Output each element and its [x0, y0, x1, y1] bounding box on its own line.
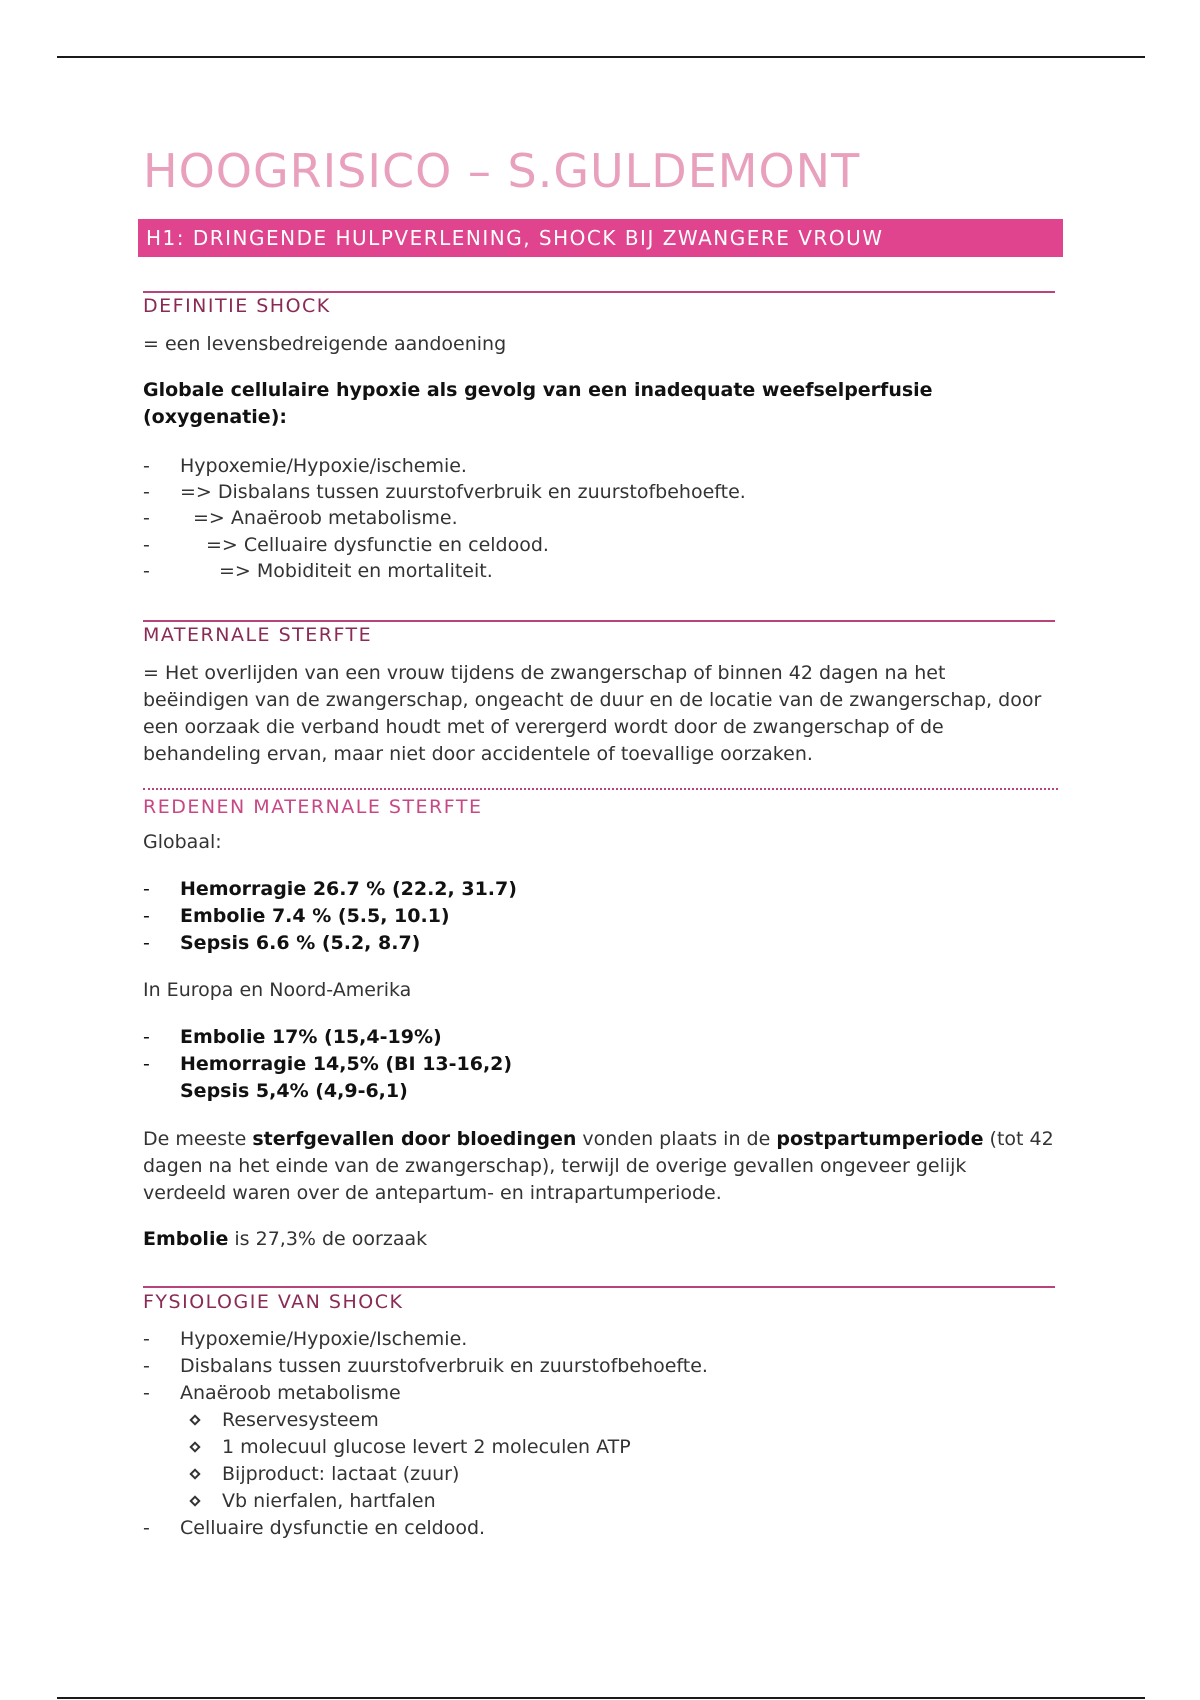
bullet-dash: -: [143, 560, 150, 582]
page-bottom-rule: [57, 1697, 1145, 1699]
chapter-banner: H1: DRINGENDE HULPVERLENING, SHOCK BIJ ZWANGERE VROUW: [138, 219, 1063, 257]
section-heading-definitie: DEFINITIE SHOCK: [143, 295, 331, 317]
bullet-dash: -: [143, 1053, 150, 1075]
diamond-bullet-icon: [189, 1414, 200, 1425]
bullet-dash: -: [143, 1026, 150, 1048]
redenen-global-label: Globaal:: [143, 831, 222, 853]
bullet-dash: -: [143, 1328, 150, 1350]
section-dotted-rule: [143, 788, 1058, 790]
bullet-dash: -: [143, 905, 150, 927]
bullet-dash: -: [143, 455, 150, 477]
bullet-dash: -: [143, 507, 150, 529]
section-rule: [143, 620, 1055, 622]
bullet-dash: -: [143, 878, 150, 900]
definitie-intro: = een levensbedreigende aandoening: [143, 333, 507, 355]
diamond-bullet-icon: [189, 1441, 200, 1452]
maternale-definition: = Het overlijden van een vrouw tijdens de zwangerschap of binnen 42 dagen na het beëindigen van de zwangerschap, ongeacht de duur en de locatie van de zwangerschap, door een oorzaak die verband houdt met of verergerd wordt door de zwangerschap of de behandeling ervan, maar niet door accidentele of toevallige oorzaken.: [143, 662, 1042, 765]
diamond-bullet-icon: [189, 1468, 200, 1479]
page-top-rule: [57, 56, 1145, 58]
bullet-dash: -: [143, 1517, 150, 1539]
bullet-dash: -: [143, 534, 150, 556]
redenen-europe-label: In Europa en Noord-Amerika: [143, 979, 412, 1001]
redenen-embolie-note: Embolie is 27,3% de oorzaak: [143, 1228, 428, 1250]
diamond-bullet-icon: [189, 1495, 200, 1506]
redenen-paragraph: De meeste sterfgevallen door bloedingen vonden plaats in de postpartumperiode (tot 42 dagen na het einde van de zwangerschap), terwijl de overige gevallen ongeveer gelijk verdeeld waren over de antepartum- en intrapartumperiode.: [143, 1128, 1054, 1204]
definitie-bold-line: Globale cellulaire hypoxie als gevolg van een inadequate weefselperfusie (oxygenatie):: [143, 379, 933, 428]
section-heading-fysiologie: FYSIOLOGIE VAN SHOCK: [143, 1291, 404, 1313]
bullet-dash: -: [143, 1355, 150, 1377]
bullet-dash: -: [143, 932, 150, 954]
bullet-dash: -: [143, 481, 150, 503]
section-rule: [143, 1286, 1055, 1288]
bullet-dash: -: [143, 1382, 150, 1404]
section-heading-maternale: MATERNALE STERFTE: [143, 624, 373, 646]
section-heading-redenen: REDENEN MATERNALE STERFTE: [143, 796, 483, 818]
document-title: HOOGRISICO – S.GULDEMONT: [143, 144, 861, 198]
section-rule: [143, 291, 1055, 293]
